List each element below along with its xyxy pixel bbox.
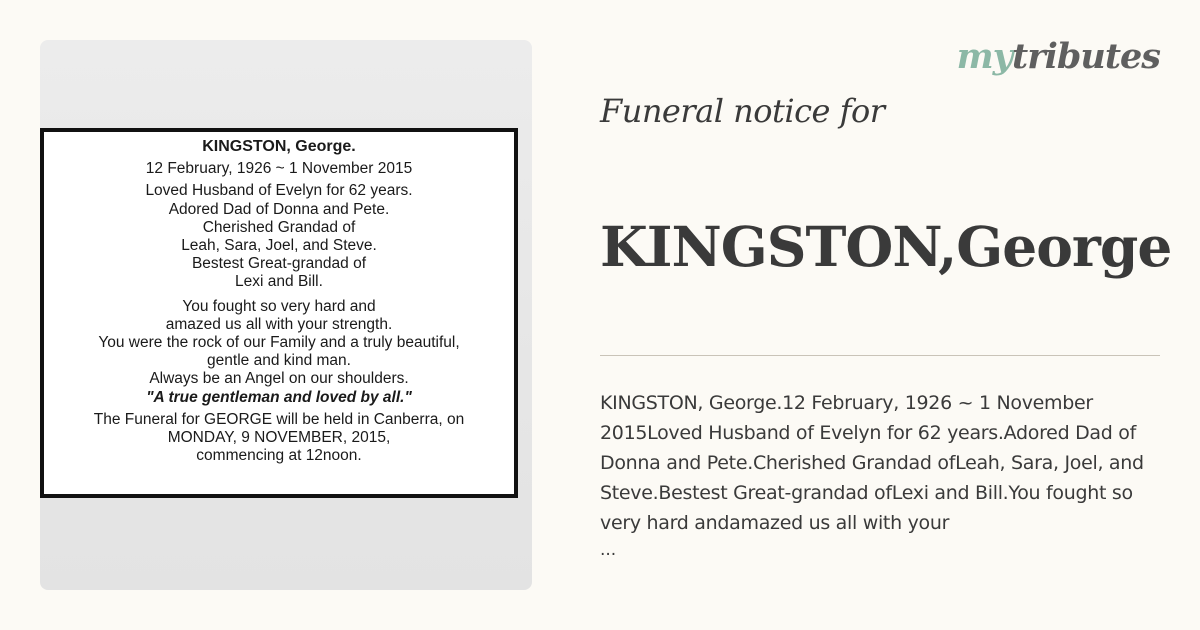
notice-line: Always be an Angel on our shoulders.: [149, 370, 409, 388]
page-subtitle: Funeral notice for: [600, 92, 885, 130]
logo-prefix: my: [956, 36, 1013, 77]
mytributes-logo[interactable]: [957, 36, 1160, 77]
notice-heading: KINGSTON, George.: [202, 138, 356, 155]
notice-line: Loved Husband of Evelyn for 62 years.: [145, 182, 413, 200]
notice-line: Cherished Grandad of: [202, 218, 356, 236]
notice-line: You were the rock of our Family and a truly beautiful,: [98, 334, 460, 352]
notice-line: Adored Dad of Donna and Pete.: [168, 200, 390, 218]
notice-dates: 12 February, 1926 ~ 1 November 2015: [145, 160, 413, 178]
notice-line: gentle and kind man.: [207, 352, 351, 370]
notice-line: The Funeral for GEORGE will be held in Canberra, on: [93, 410, 465, 428]
notice-line: Leah, Sara, Joel, and Steve.: [181, 237, 377, 255]
notice-image: [40, 40, 532, 590]
divider: [600, 355, 1160, 356]
excerpt-ellipsis: ...: [600, 540, 617, 560]
notice-excerpt: KINGSTON, George.12 February, 1926 ~ 1 November 2015Loved Husband of Evelyn for 62 years.Adored Dad of Donna and Pete.Cherished Grandad ofLeah, Sara, Joel, and Steve.Bestest Great-grandad ofLexi and Bill.You fought so very hard andamazed us all with your: [600, 392, 1144, 534]
notice-line: Bestest Great-grandad of: [191, 255, 367, 273]
notice-line: amazed us all with your strength.: [165, 315, 393, 333]
funeral-notice-clipping: [40, 128, 518, 498]
notice-line: commencing at 12noon.: [196, 447, 362, 465]
notice-line: MONDAY, 9 NOVEMBER, 2015,: [167, 429, 391, 447]
notice-line: You fought so very hard and: [182, 297, 376, 315]
logo-suffix: tributes: [1012, 36, 1160, 77]
notice-line: Lexi and Bill.: [235, 273, 323, 291]
notice-quote: "A true gentleman and loved by all.": [146, 388, 412, 406]
page-title: KINGSTON,George: [600, 214, 1172, 279]
